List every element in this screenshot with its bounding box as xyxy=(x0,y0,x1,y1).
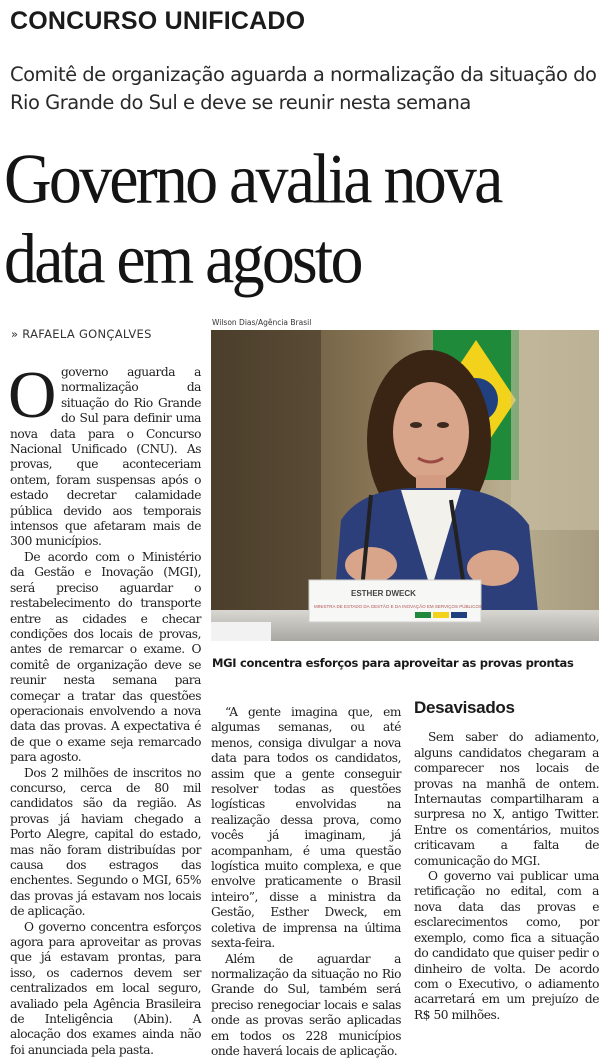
paragraph: De acordo com o Ministério da Gestão e Inovação (MGI), será preciso aguardar o restabelecimento do transporte entre as cidades e checar condições dos locais de provas, antes de remarcar o exame. O comitê de organização deve se reunir nesta semana para começar a tratar das questões operacionais envolvendo a nova data das provas. A expectativa é de que o exame seja remarcado para agosto. xyxy=(10,550,201,766)
paragraph: Sem saber do adiamento, alguns candidatos chegaram a comparecer nos locais de provas na manhã de ontem. Internautas compartilharam a surpresa no X, antigo Twitter. Entre os comentários, muitos criticavam a falta de comunicação do MGI. xyxy=(414,730,599,869)
photo-caption: MGI concentra esforços para aproveitar as provas prontas xyxy=(212,656,574,670)
photo-credit: Wilson Dias/Agência Brasil xyxy=(212,318,311,327)
paragraph: Além de aguardar a normalização da situação no Rio Grande do Sul, também será preciso renegociar locais e salas onde as provas serão aplicadas em todos os 228 municípios onde haverá locais de aplicação. xyxy=(211,952,401,1059)
section-kicker: CONCURSO UNIFICADO xyxy=(10,7,305,36)
byline: » RAFAELA GONÇALVES xyxy=(11,327,152,341)
drop-cap: O xyxy=(8,369,56,421)
article-column-2 xyxy=(211,705,401,1059)
paragraph-text: governo aguarda a normalização da situação do Rio Grande do Sul para definir uma nova data para o Concurso Nacional Unificado (CNU). As provas, que aconteceriam ontem, foram suspensas após o estado decretar calamidade pública devido aos temporais intensos que afetaram mais de 300 municípios. xyxy=(10,365,201,548)
paragraph: O governo concentra esforços agora para aproveitar as provas que já estavam prontas, para isso, os cadernos devem ser centralizados em local seguro, avaliado pela Agência Brasileira de Inteligência (Abin). A alocação dos exames ainda não foi anunciada pela pasta. xyxy=(10,920,201,1059)
article-column-1 xyxy=(10,365,201,1058)
article-subtitle: Comitê de organização aguarda a normalização da situação do Rio Grande do Sul e deve se reunir nesta semana xyxy=(10,61,600,117)
paragraph: Dos 2 milhões de inscritos no concurso, cerca de 80 mil candidatos são da região. As provas já haviam chegado a Porto Alegre, capital do estado, mas não foram distribuídas por causa dos estragos das enchentes. Segundo o MGI, 65% das provas já estavam nos locais de aplicação. xyxy=(10,766,201,920)
headline-line-2: data em agosto xyxy=(4,220,604,300)
paragraph: “A gente imagina que, em algumas semanas, ou até menos, consiga divulgar a nova data para todos os candidatos, assim que a gente conseguir resolver todas as questões logísticas envolvidas na realização dessa prova, como vocês já imaginam, já acompanham, é uma questão logística muito complexa, e que envolve praticamente o Brasil inteiro”, disse a ministra da Gestão, Esther Dweck, em coletiva de imprensa na última sexta-feira. xyxy=(211,705,401,952)
photo-illustration xyxy=(211,330,599,641)
nameplate-title: MINISTRA DE ESTADO DA GESTÃO E DA INOVAÇÃO EM SERVIÇOS PÚBLICOS xyxy=(314,603,482,609)
article-column-3 xyxy=(414,700,599,1023)
article-headline xyxy=(4,140,604,300)
section-heading: Desavisados xyxy=(414,700,599,715)
paragraph xyxy=(10,365,201,550)
article-photo xyxy=(211,330,599,641)
paragraph: O governo vai publicar uma retificação no edital, com a nova data das provas e esclarecimentos como, por exemplo, como fica a situação do candidato que quiser pedir o dinheiro de volta. De acordo com o Executivo, o adiamento acarretará em um prejuízo de R$ 50 milhões. xyxy=(414,869,599,1023)
headline-line-1: Governo avalia nova xyxy=(4,140,604,220)
nameplate-name: ESTHER DWECK xyxy=(351,589,416,598)
